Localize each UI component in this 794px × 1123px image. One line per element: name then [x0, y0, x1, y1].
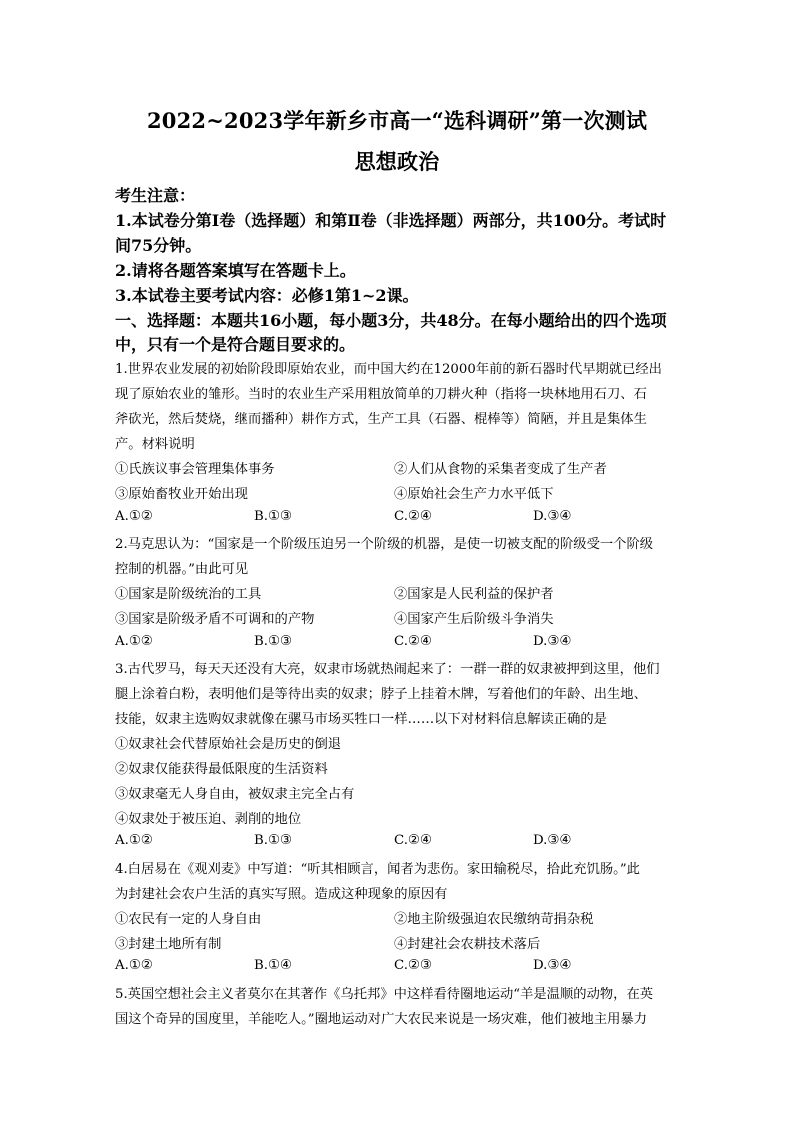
question-4-choice-b: B.①④: [254, 958, 292, 973]
question-5-stem: 5.英国空想社会主义者莫尔在其著作《乌托邦》中这样看待圈地运动“羊是温顺的动物，在英: [115, 987, 654, 1002]
question-2-option: ②国家是人民利益的保护者: [394, 587, 554, 602]
question-3-choice-c: C.②④: [394, 833, 432, 848]
question-2-choice-b: B.①③: [254, 634, 292, 649]
notice-heading: 考生注意：: [115, 186, 196, 205]
question-1-choice-c: C.②④: [394, 509, 432, 524]
question-2-choice-d: D.③④: [533, 634, 572, 649]
question-2-choice-c: C.②④: [394, 634, 432, 649]
question-1-stem: 产。材料说明: [115, 437, 195, 452]
question-4-option: ②地主阶级强迫农民缴纳苛捐杂税: [394, 912, 594, 927]
question-2-stem: 控制的机器。”由此可见: [115, 562, 249, 577]
notice-line: 2.请将各题答案填写在答题卡上。: [115, 261, 356, 280]
question-3-stem: 3.古代罗马，每天天还没有大亮，奴隶市场就热闹起来了：一群一群的奴隶被押到这里，他们: [115, 662, 660, 677]
question-3-option: ①奴隶社会代替原始社会是历史的倒退: [115, 737, 342, 752]
question-5-stem: 国这个奇异的国度里，羊能吃人。”圈地运动对广大农民来说是一场灾难，他们被地主用暴力: [115, 1012, 648, 1027]
question-3-stem: 技能，奴隶主选购奴隶就像在骡马市场买牲口一样……以下对材料信息解读正确的是: [115, 712, 607, 727]
question-2-stem: 2.马克思认为：“国家是一个阶级压迫另一个阶级的机器，是使一切被支配的阶级受一个阶级: [115, 537, 654, 552]
question-3-stem: 腿上涂着白粉，表明他们是等待出卖的奴隶；脖子上挂着木牌，写着他们的年龄、出生地、: [115, 687, 647, 702]
question-1-choice-a: A.①②: [115, 509, 153, 524]
question-4-stem: 为封建社会农户生活的真实写照。造成这种现象的原因有: [115, 887, 448, 902]
question-4-choice-a: A.①②: [115, 958, 153, 973]
notice-line: 3.本试卷主要考试内容：必修1第1~2课。: [115, 286, 419, 305]
question-1-choice-d: D.③④: [533, 509, 572, 524]
question-2-option: ④国家产生后阶级斗争消失: [394, 612, 554, 627]
question-1-stem: 现了原始农业的雏形。当时的农业生产采用粗放简单的刀耕火种（指将一块林地用石刀、石: [115, 387, 647, 402]
question-4-option: ①农民有一定的人身自由: [115, 912, 262, 927]
question-2-option: ③国家是阶级矛盾不可调和的产物: [115, 612, 315, 627]
exam-title: 2022~2023学年新乡市高一“选科调研”第一次测试: [146, 108, 648, 133]
question-1-option: ③原始畜牧业开始出现: [115, 487, 248, 502]
question-3-choice-b: B.①③: [254, 833, 292, 848]
question-3-choice-d: D.③④: [533, 833, 572, 848]
question-4-option: ③封建土地所有制: [115, 937, 222, 952]
question-3-option: ④奴隶处于被压迫、剥削的地位: [115, 812, 302, 827]
section-heading: 中，只有一个是符合题目要求的。: [115, 335, 356, 354]
question-1-choice-b: B.①③: [254, 509, 292, 524]
question-4-choice-c: C.②③: [394, 958, 432, 973]
question-1-option: ①氏族议事会管理集体事务: [115, 462, 275, 477]
question-4-choice-d: D.③④: [533, 958, 572, 973]
question-1-option: ②人们从食物的采集者变成了生产者: [394, 462, 607, 477]
question-2-choice-a: A.①②: [115, 634, 153, 649]
question-1-stem: 1.世界农业发展的初始阶段即原始农业，而中国大约在12000年前的新石器时代早期就已经出: [115, 362, 662, 377]
section-heading: 一、选择题：本题共16小题，每小题3分，共48分。在每小题给出的四个选项: [115, 311, 667, 330]
question-1-option: ④原始社会生产力水平低下: [394, 487, 554, 502]
notice-line: 间75分钟。: [115, 236, 202, 255]
question-1-stem: 斧砍光，然后焚烧，继而播种）耕作方式，生产工具（石器、棍棒等）简陋，并且是集体生: [115, 412, 647, 427]
subject-title: 思想政治: [354, 149, 440, 174]
notice-line: 1.本试卷分第Ⅰ卷（选择题）和第Ⅱ卷（非选择题）两部分，共100分。考试时: [115, 211, 667, 230]
question-4-option: ④封建社会农耕技术落后: [394, 937, 541, 952]
question-2-option: ①国家是阶级统治的工具: [115, 587, 262, 602]
question-3-option: ③奴隶毫无人身自由，被奴隶主完全占有: [115, 787, 355, 802]
question-3-option: ②奴隶仅能获得最低限度的生活资料: [115, 762, 328, 777]
question-3-choice-a: A.①②: [115, 833, 153, 848]
question-4-stem: 4.白居易在《观刈麦》中写道：“听其相顾言，闻者为悲伤。家田输税尽，拾此充饥肠。”此: [115, 862, 640, 877]
